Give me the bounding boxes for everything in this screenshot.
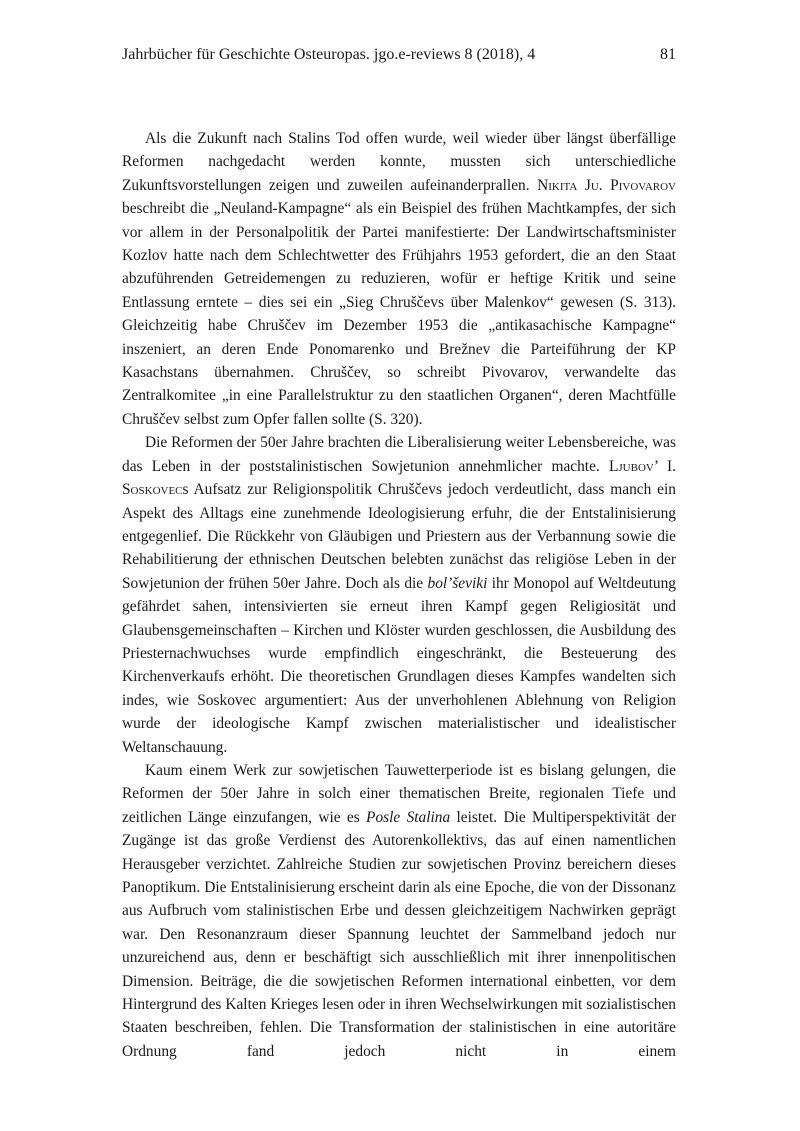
page-number: 81 bbox=[660, 46, 676, 63]
article-body bbox=[122, 127, 676, 1063]
author-name: Nikita Ju. Pivovarov bbox=[537, 176, 676, 194]
paragraph: Die Reformen der 50er Jahre brachten die Liberalisierung weiter Lebensbereiche, was das Leben in der poststalinistischen Sowjetunion annehmlicher machte. Ljubov’ I. Soskovecs Aufsatz zur Religionspolitik Chruščevs jedoch verdeutlicht, dass manch ein Aspekt des Alltags eine zunehmende Ideologisierung erfuhr, die der Entstalinisierung entgegenlief. Die Rückkehr von Gläubigen und Priestern aus der Verbannung sowie die Rehabilitierung der ethnischen Deutschen belebten zunächst das religiöse Leben in der Sowjetunion der frühen 50er Jahre. Doch als die bol’ševiki ihr Monopol auf Weltdeutung gefährdet sahen, intensivierten sie erneut ihren Kampf gegen Religiosität und Glaubensgemeinschaften – Kirchen und Klöster wurden geschlossen, die Ausbildung des Priesternachwuchses wurde empfindlich eingeschränkt, die Besteuerung des Kirchenverkaufs erhöht. Die theoretischen Grundlagen dieses Kampfes wandelten sich indes, wie Soskovec argumentiert: Aus der unverhohlenen Ablehnung von Religion wurde der ideologische Kampf zwischen materialistischer und idealistischer Weltanschauung. bbox=[122, 434, 677, 756]
paragraph: Kaum einem Werk zur sowjetischen Tauwetterperiode ist es bislang gelungen, die Reformen der 50er Jahre in solch einer thematischen Breite, regionalen Tiefe und zeitlichen Länge einzufangen, wie es Posle Stalina leistet. Die Multiperspektivität der Zugänge ist das große Verdienst des Autorenkollektivs, das auf einen namentlichen Herausgeber verzichtet. Zahlreiche Studien zur sowjetischen Provinz bereichern dieses Panoptikum. Die Entstalinisierung erscheint darin als eine Epoche, die von der Dissonanz aus Aufbruch vom stalinistischen Erbe und dessen gleichzeitigem Nachwirken geprägt war. Den Resonanzraum dieser Spannung leuchtet der Sammelband jedoch nur unzureichend aus, denn er beschäftigt sich ausschließlich mit ihrer innenpolitischen Dimension. Beiträge, die die sowjetischen Reformen international einbetten, vor dem Hintergrund des Kalten Krieges lesen oder in ihren Wechselwirkungen mit sozialistischen Staaten beschreiben, fehlen. Die Transformation der stalinistischen in eine autoritäre Ordnung fand jedoch nicht in einem bbox=[122, 761, 676, 1060]
author-name: Ljubov’ I. Soskovec bbox=[122, 457, 676, 499]
paragraph: Als die Zukunft nach Stalins Tod offen wurde, weil wieder über längst überfällige Reformen nachgedacht werden konnte, mussten sich unterschiedliche Zukunftsvorstellungen zeigen und zuweilen aufeinanderprallen. Nikita Ju. Pivovarov beschreibt die „Neuland-Kampagne“ als ein Beispiel des frühen Machtkampfes, der sich vor allem in der Personalpolitik der Partei manifestierte: Der Landwirtschaftsminister Kozlov hatte nach dem Schlechtwetter des Frühjahrs 1953 gefordert, die an den Staat abzuführenden Getreidemengen zu reduzieren, wofür er heftige Kritik und seine Entlassung erntete – dies sei ein „Sieg Chruščevs über Malenkov“ gewesen (S. 313). Gleichzeitig habe Chruščev im Dezember 1953 die „antikasachische Kampagne“ inszeniert, an deren Ende Ponomarenko und Brežnev die Parteiführung der KP Kasachstans übernahmen. Chruščev, so schreibt Pivovarov, verwandelte das Zentralkomitee „in eine Parallelstruktur zu den staatlichen Organen“, deren Machtfülle Chruščev selbst zum Opfer fallen sollte (S. 320). bbox=[122, 130, 676, 428]
running-header bbox=[122, 44, 676, 66]
italic-term: bol’ševiki bbox=[427, 574, 488, 592]
book-title: Posle Stalina bbox=[366, 808, 451, 826]
journal-title: Jahrbücher für Geschichte Osteuropas. jgo.e-reviews 8 (2018), 4 bbox=[122, 46, 536, 63]
